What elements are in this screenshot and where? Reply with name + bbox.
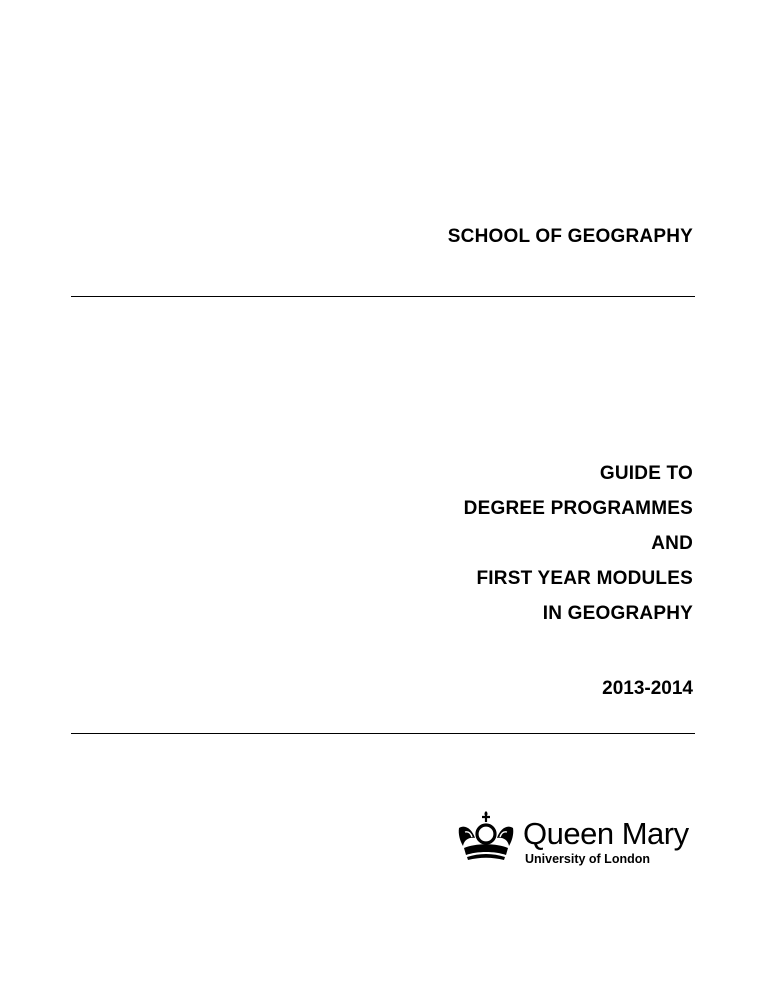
school-heading: SCHOOL OF GEOGRAPHY bbox=[447, 226, 693, 247]
bottom-divider bbox=[71, 733, 695, 734]
crown-crest-icon bbox=[455, 810, 517, 862]
guide-title-line-5: IN GEOGRAPHY bbox=[542, 603, 693, 624]
academic-year: 2013-2014 bbox=[602, 678, 693, 699]
guide-title-line-4: FIRST YEAR MODULES bbox=[476, 568, 693, 589]
university-logo bbox=[455, 810, 700, 872]
top-divider bbox=[71, 296, 695, 297]
logo-name: Queen Mary bbox=[523, 816, 689, 851]
guide-title-line-2: DEGREE PROGRAMMES bbox=[463, 498, 693, 519]
guide-title bbox=[464, 456, 693, 631]
guide-title-line-3: AND bbox=[651, 533, 693, 554]
logo-subtitle: University of London bbox=[525, 852, 650, 866]
guide-title-line-1: GUIDE TO bbox=[599, 463, 693, 484]
